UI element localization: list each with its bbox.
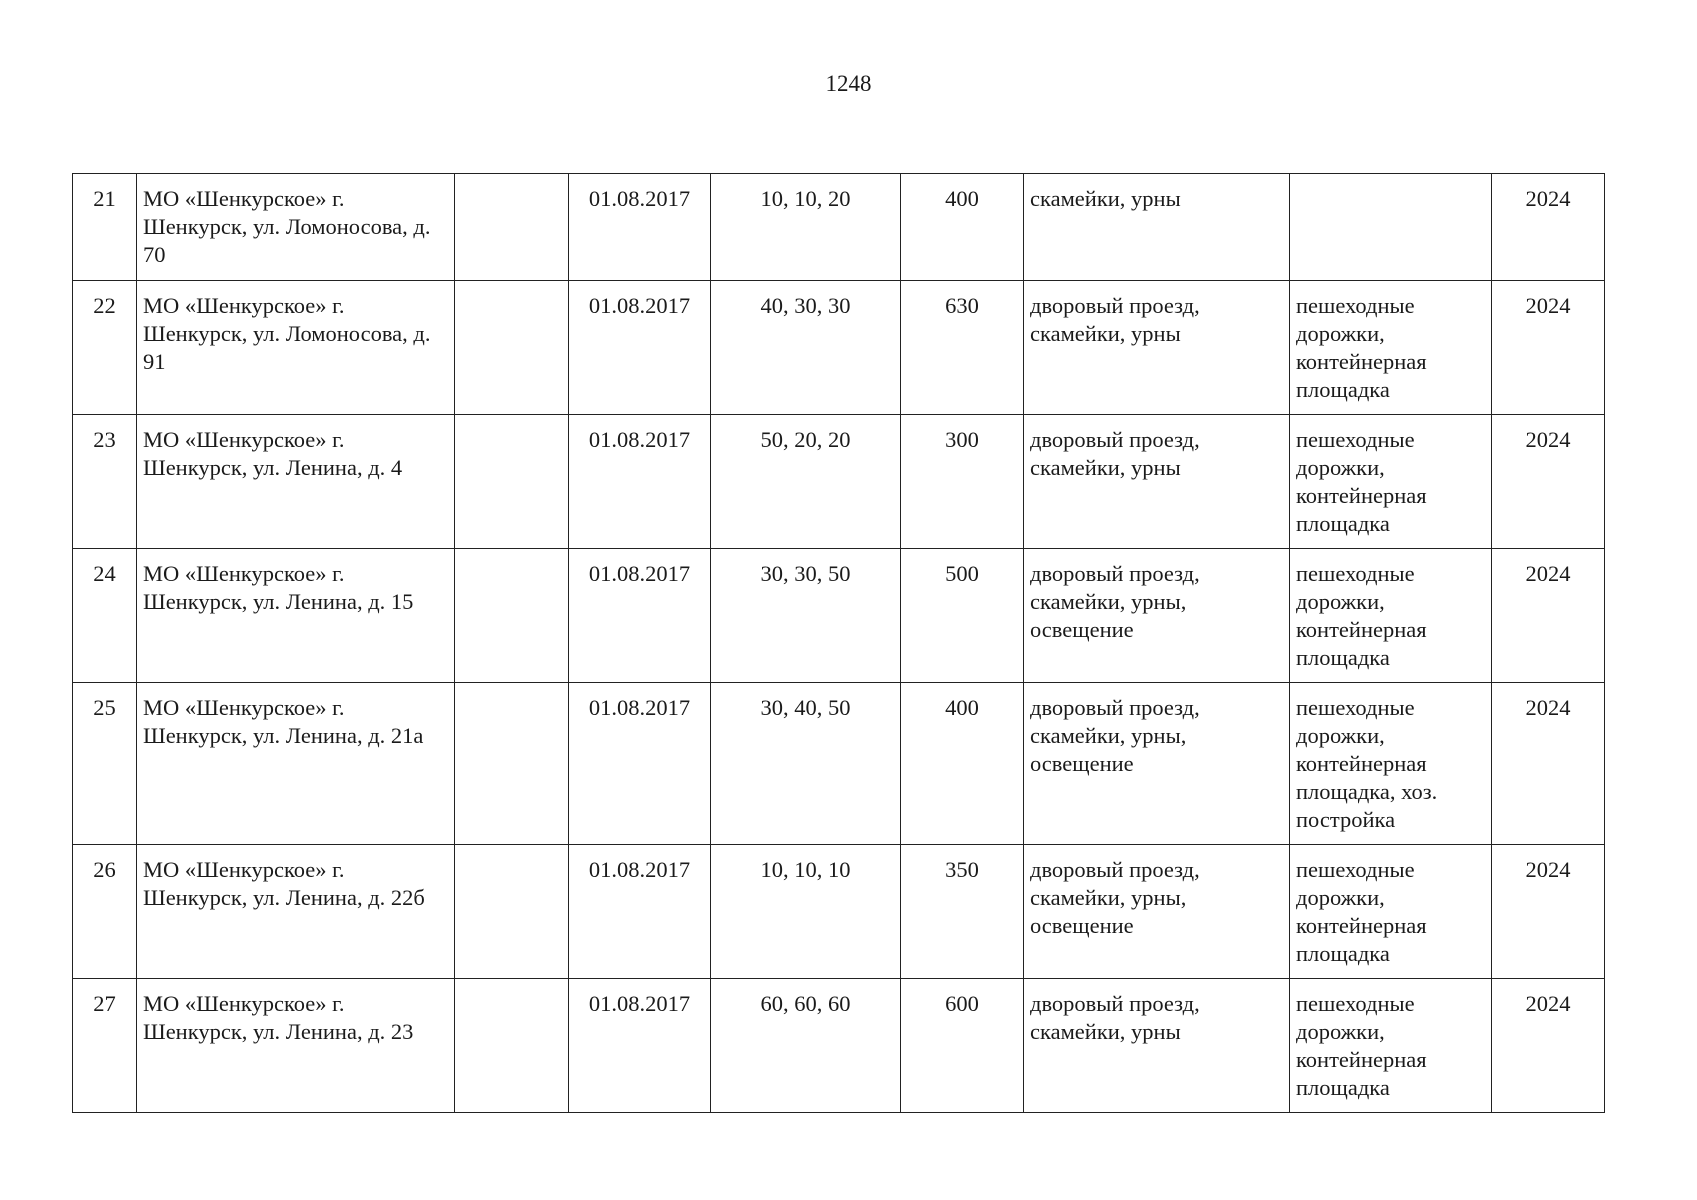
area-cell: 630 — [901, 281, 1024, 415]
area-cell: 500 — [901, 549, 1024, 683]
dimensions-cell: 60, 60, 60 — [711, 979, 901, 1113]
row-number-cell: 23 — [73, 415, 137, 549]
date-cell: 01.08.2017 — [569, 281, 711, 415]
minimal-works-cell: скамейки, урны — [1024, 174, 1290, 281]
year-cell: 2024 — [1492, 174, 1605, 281]
address-cell: МО «Шенкурское» г. Шенкурск, ул. Ленина, д. 21а — [137, 683, 455, 845]
empty-cell — [455, 979, 569, 1113]
minimal-works-cell: дворовый проезд, скамейки, урны — [1024, 281, 1290, 415]
minimal-works-cell: дворовый проезд, скамейки, урны, освещение — [1024, 683, 1290, 845]
dimensions-cell: 30, 30, 50 — [711, 549, 901, 683]
additional-works-cell: пешеходные дорожки, контейнерная площадка — [1290, 845, 1492, 979]
table-row — [73, 415, 1605, 549]
date-cell: 01.08.2017 — [569, 415, 711, 549]
year-cell: 2024 — [1492, 415, 1605, 549]
table-row — [73, 683, 1605, 845]
date-cell: 01.08.2017 — [569, 979, 711, 1113]
dimensions-cell: 40, 30, 30 — [711, 281, 901, 415]
page-number: 1248 — [825, 71, 872, 96]
minimal-works-cell: дворовый проезд, скамейки, урны — [1024, 415, 1290, 549]
empty-cell — [455, 174, 569, 281]
dimensions-cell: 30, 40, 50 — [711, 683, 901, 845]
area-cell: 300 — [901, 415, 1024, 549]
address-cell: МО «Шенкурское» г. Шенкурск, ул. Ленина, д. 23 — [137, 979, 455, 1113]
date-cell: 01.08.2017 — [569, 174, 711, 281]
empty-cell — [455, 281, 569, 415]
area-cell: 400 — [901, 174, 1024, 281]
area-cell: 350 — [901, 845, 1024, 979]
row-number-cell: 21 — [73, 174, 137, 281]
additional-works-cell: пешеходные дорожки, контейнерная площадка — [1290, 281, 1492, 415]
area-cell: 400 — [901, 683, 1024, 845]
row-number-cell: 25 — [73, 683, 137, 845]
table-row — [73, 549, 1605, 683]
additional-works-cell: пешеходные дорожки, контейнерная площадка — [1290, 549, 1492, 683]
row-number-cell: 22 — [73, 281, 137, 415]
table-row — [73, 174, 1605, 281]
row-number-cell: 24 — [73, 549, 137, 683]
empty-cell — [455, 845, 569, 979]
address-cell: МО «Шенкурское» г. Шенкурск, ул. Ломоносова, д. 91 — [137, 281, 455, 415]
empty-cell — [455, 683, 569, 845]
table-row — [73, 281, 1605, 415]
table-row — [73, 979, 1605, 1113]
dimensions-cell: 10, 10, 10 — [711, 845, 901, 979]
additional-works-cell: пешеходные дорожки, контейнерная площадка — [1290, 415, 1492, 549]
courtyard-registry-table — [72, 173, 1605, 1113]
year-cell: 2024 — [1492, 845, 1605, 979]
year-cell: 2024 — [1492, 979, 1605, 1113]
table-row — [73, 845, 1605, 979]
address-cell: МО «Шенкурское» г. Шенкурск, ул. Ленина, д. 4 — [137, 415, 455, 549]
address-cell: МО «Шенкурское» г. Шенкурск, ул. Ломоносова, д. 70 — [137, 174, 455, 281]
minimal-works-cell: дворовый проезд, скамейки, урны — [1024, 979, 1290, 1113]
additional-works-cell: пешеходные дорожки, контейнерная площадка, хоз. постройка — [1290, 683, 1492, 845]
date-cell: 01.08.2017 — [569, 845, 711, 979]
area-cell: 600 — [901, 979, 1024, 1113]
year-cell: 2024 — [1492, 683, 1605, 845]
empty-cell — [455, 549, 569, 683]
address-cell: МО «Шенкурское» г. Шенкурск, ул. Ленина, д. 22б — [137, 845, 455, 979]
year-cell: 2024 — [1492, 549, 1605, 683]
date-cell: 01.08.2017 — [569, 683, 711, 845]
year-cell: 2024 — [1492, 281, 1605, 415]
row-number-cell: 27 — [73, 979, 137, 1113]
minimal-works-cell: дворовый проезд, скамейки, урны, освещение — [1024, 549, 1290, 683]
empty-cell — [455, 415, 569, 549]
address-cell: МО «Шенкурское» г. Шенкурск, ул. Ленина, д. 15 — [137, 549, 455, 683]
additional-works-cell: пешеходные дорожки, контейнерная площадка — [1290, 979, 1492, 1113]
additional-works-cell — [1290, 174, 1492, 281]
dimensions-cell: 10, 10, 20 — [711, 174, 901, 281]
row-number-cell: 26 — [73, 845, 137, 979]
minimal-works-cell: дворовый проезд, скамейки, урны, освещение — [1024, 845, 1290, 979]
dimensions-cell: 50, 20, 20 — [711, 415, 901, 549]
date-cell: 01.08.2017 — [569, 549, 711, 683]
